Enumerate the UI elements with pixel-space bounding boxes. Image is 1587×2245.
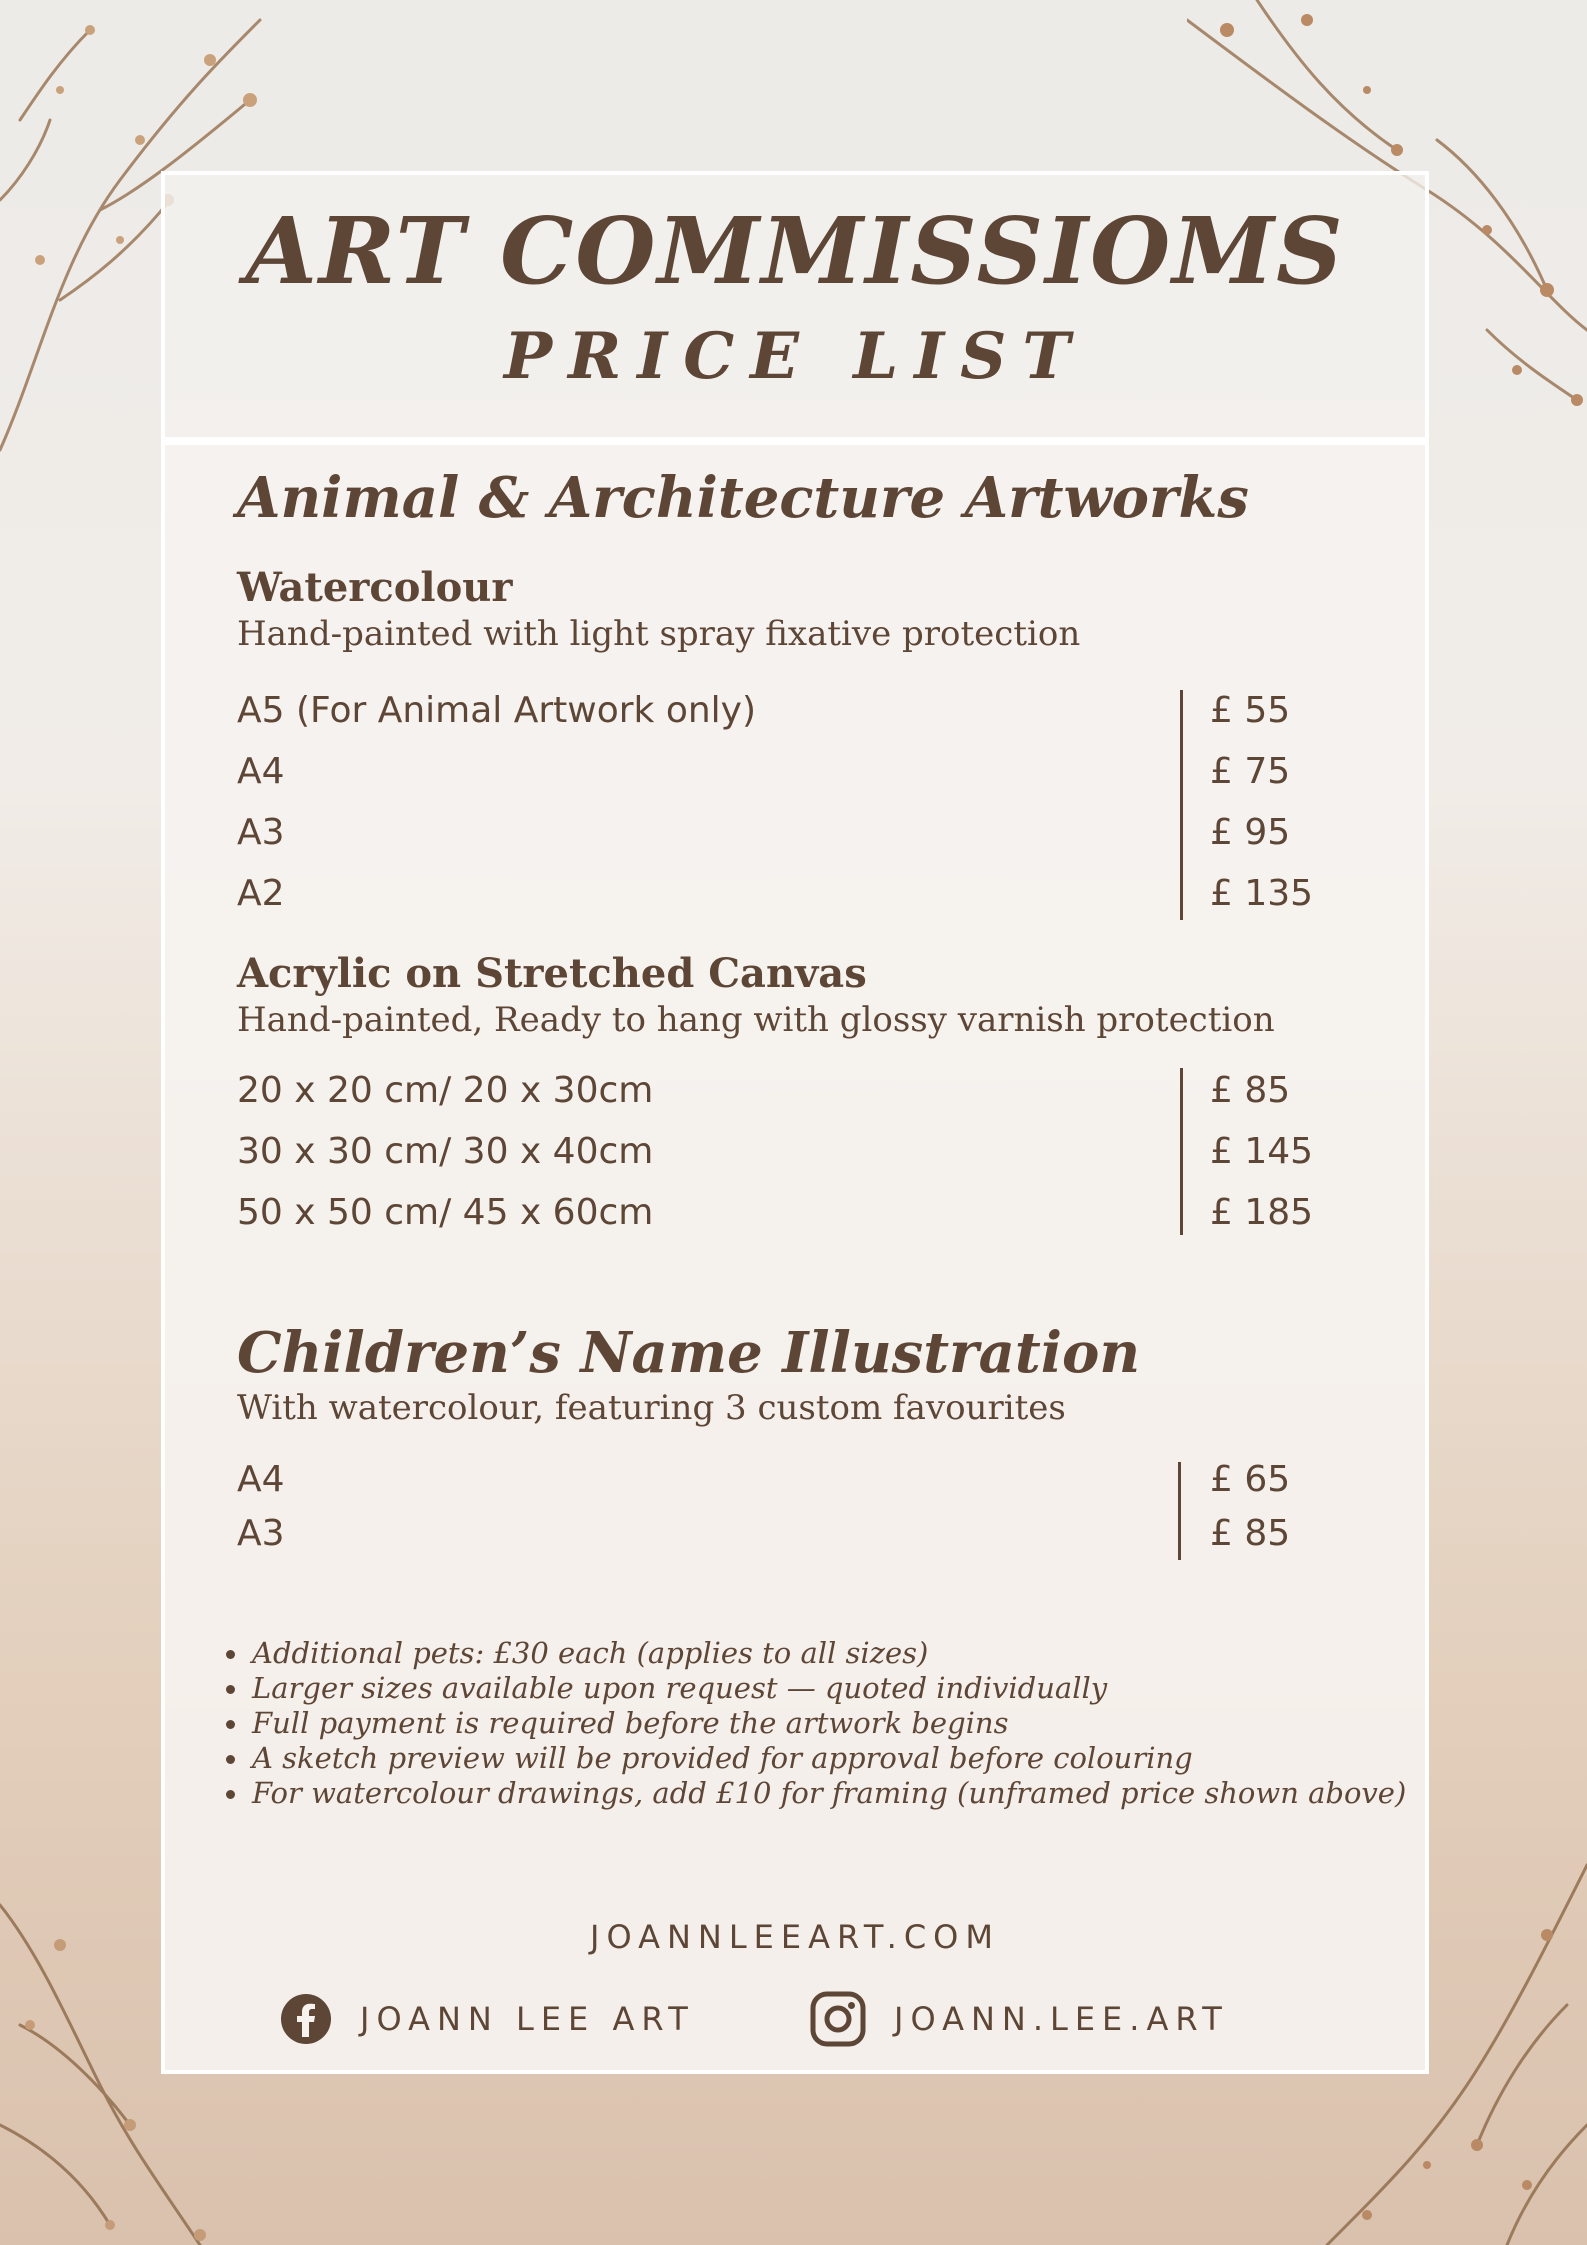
price-value: £ 95 [1210, 812, 1291, 853]
section-title-childrens-name: Children’s Name Illustration [237, 1320, 1141, 1386]
list-item: A sketch preview will be provided for approval before colouring [224, 1741, 1406, 1776]
instagram-link[interactable] [810, 1995, 1229, 2043]
price-value: £ 85 [1210, 1513, 1291, 1554]
price-row [237, 1060, 1317, 1121]
price-row [237, 863, 1317, 924]
category-title-watercolour: Watercolour [237, 564, 513, 611]
list-item: Additional pets: £30 each (applies to all sizes) [224, 1636, 1406, 1671]
price-row [237, 680, 1317, 741]
facebook-label: JOANN LEE ART [360, 2000, 695, 2038]
price-value: £ 145 [1210, 1131, 1314, 1172]
size-label: A3 [237, 812, 285, 853]
page-subtitle: PRICE LIST [503, 319, 1087, 394]
list-item: Larger sizes available upon request — quoted individually [224, 1671, 1406, 1706]
category-description-watercolour: Hand-painted with light spray fixative protection [237, 614, 1081, 654]
price-value: £ 185 [1210, 1192, 1314, 1233]
price-divider [1180, 690, 1183, 920]
bullet-icon [226, 1650, 235, 1659]
price-row [237, 1121, 1317, 1182]
section-title-animal-architecture: Animal & Architecture Artworks [237, 465, 1249, 531]
list-item: For watercolour drawings, add £10 for framing (unframed price shown above) [224, 1776, 1406, 1811]
price-row [237, 1507, 1317, 1561]
size-label: A5 (For Animal Artwork only) [237, 690, 757, 731]
price-value: £ 55 [1210, 690, 1291, 731]
childrens-price-list [237, 1453, 1317, 1561]
price-divider [1178, 1462, 1181, 1560]
watercolour-price-list [237, 680, 1317, 924]
size-label: 30 x 30 cm/ 30 x 40cm [237, 1131, 654, 1172]
page-title: ART COMMISSIOMS [245, 197, 1345, 305]
price-value: £ 75 [1210, 751, 1291, 792]
notes-list [224, 1636, 1406, 1811]
bullet-icon [226, 1755, 235, 1764]
price-row [237, 1453, 1317, 1507]
size-label: 50 x 50 cm/ 45 x 60cm [237, 1192, 654, 1233]
size-label: A4 [237, 751, 285, 792]
facebook-icon [280, 1993, 332, 2045]
instagram-label: JOANN.LEE.ART [894, 2000, 1229, 2038]
price-divider [1180, 1068, 1183, 1235]
price-row [237, 741, 1317, 802]
price-value: £ 65 [1210, 1459, 1291, 1500]
bullet-icon [226, 1720, 235, 1729]
price-row [237, 1182, 1317, 1243]
list-item: Full payment is required before the artwork begins [224, 1706, 1406, 1741]
category-title-acrylic: Acrylic on Stretched Canvas [237, 950, 867, 997]
section-description-childrens-name: With watercolour, featuring 3 custom favourites [237, 1388, 1066, 1428]
size-label: A3 [237, 1513, 285, 1554]
price-value: £ 135 [1210, 873, 1314, 914]
bullet-icon [226, 1685, 235, 1694]
acrylic-price-list [237, 1060, 1317, 1243]
facebook-link[interactable] [280, 1995, 695, 2043]
website-link[interactable]: JOANNLEEART.COM [590, 1918, 1000, 1956]
bullet-icon [226, 1790, 235, 1799]
size-label: A2 [237, 873, 285, 914]
instagram-icon [810, 1991, 866, 2047]
size-label: A4 [237, 1459, 285, 1500]
price-value: £ 85 [1210, 1070, 1291, 1111]
size-label: 20 x 20 cm/ 20 x 30cm [237, 1070, 654, 1111]
price-row [237, 802, 1317, 863]
category-description-acrylic: Hand-painted, Ready to hang with glossy varnish protection [237, 1000, 1275, 1040]
